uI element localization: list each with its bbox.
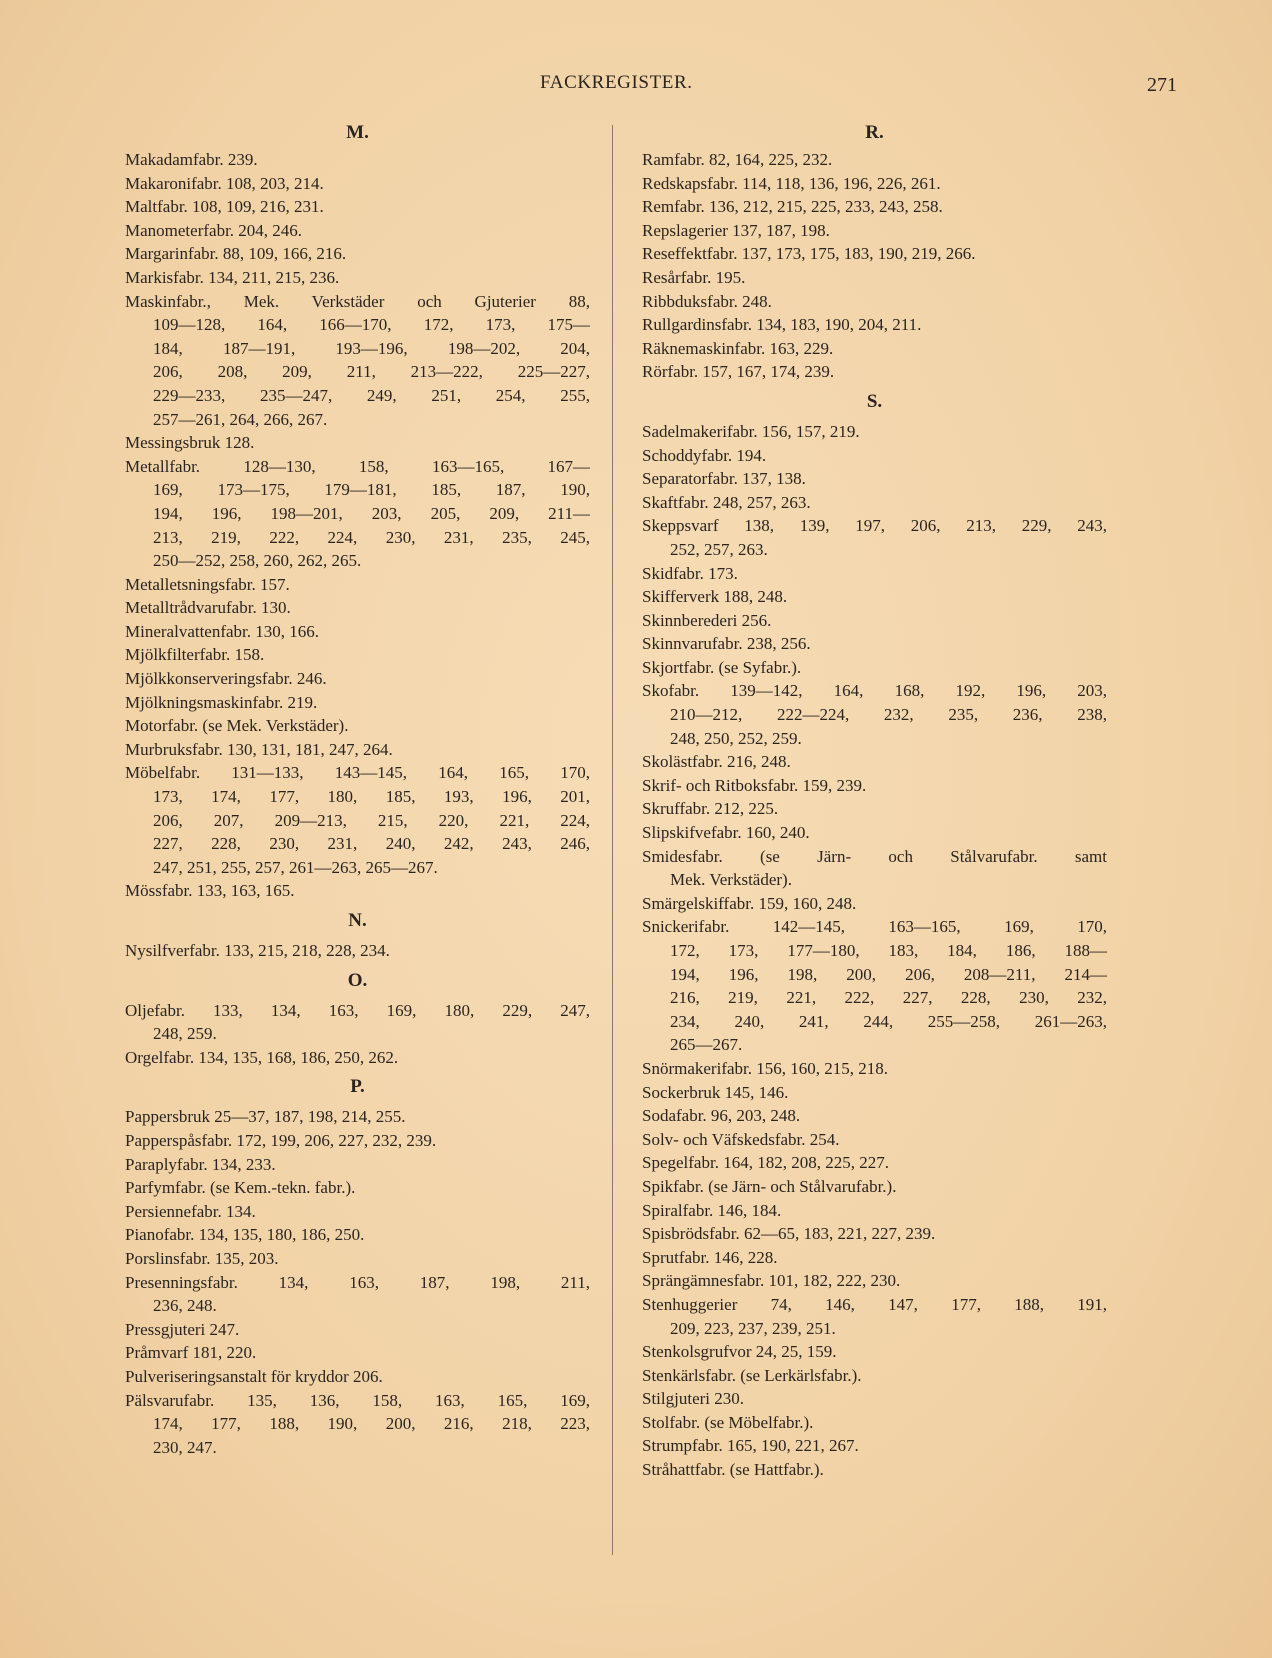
page-header — [0, 72, 1272, 104]
entry-line: Mjölkfilterfabr. 158. — [125, 645, 265, 665]
entry-line: Mössfabr. 133, 163, 165. — [125, 881, 295, 901]
index-entry — [642, 1199, 1107, 1223]
entry-line: Manometerfabr. 204, 246. — [125, 220, 303, 240]
index-entry — [642, 632, 1107, 656]
index-entry — [642, 148, 1107, 172]
index-entry — [642, 290, 1107, 314]
column-divider — [612, 125, 613, 1555]
entry-line: Redskapsfabr. 114, 118, 136, 196, 226, 261. — [642, 173, 941, 193]
entry-line: Smärgelskiffabr. 159, 160, 248. — [642, 893, 857, 913]
entry-line: Orgelfabr. 134, 135, 168, 186, 250, 262. — [125, 1047, 399, 1067]
entry-line: Snörmakerifabr. 156, 160, 215, 218. — [642, 1058, 888, 1078]
index-entry — [642, 750, 1107, 774]
index-entry — [125, 596, 590, 620]
index-entry — [125, 431, 590, 455]
entry-line: Makaronifabr. 108, 203, 214. — [125, 173, 324, 193]
entry-line: Schoddyfabr. 194. — [642, 445, 767, 465]
index-entry — [125, 148, 590, 172]
entry-continuation-line: 109—128, 164, 166—170, 172, 173, 175— — [153, 315, 590, 335]
entry-line: Papperspåsfabr. 172, 199, 206, 227, 232, 239. — [125, 1130, 437, 1150]
entry-line: Resårfabr. 195. — [642, 267, 746, 287]
index-entry — [642, 821, 1107, 845]
entry-continuation-line: 174, 177, 188, 190, 200, 216, 218, 223, — [153, 1414, 590, 1434]
index-entry — [125, 738, 590, 762]
index-entry — [642, 1128, 1107, 1152]
entry-line: Reseffektfabr. 137, 173, 175, 183, 190, 219, 266. — [642, 244, 976, 264]
index-entry — [642, 1458, 1107, 1482]
index-entry — [125, 643, 590, 667]
index-entry — [125, 714, 590, 738]
index-entry — [642, 444, 1107, 468]
entry-line: Möbelfabr. 131—133, 143—145, 164, 165, 170, — [125, 763, 590, 783]
entry-line: Smidesfabr. (se Järn- och Stålvarufabr. samt — [642, 846, 1107, 866]
entry-line: Ribbduksfabr. 248. — [642, 291, 772, 311]
entry-line: Remfabr. 136, 212, 215, 225, 233, 243, 258. — [642, 197, 943, 217]
index-entry — [642, 656, 1107, 680]
index-entry — [642, 1175, 1107, 1199]
entry-line: Motorfabr. (se Mek. Verkstäder). — [125, 716, 349, 736]
index-entry — [642, 219, 1107, 243]
entry-line: Mjölkningsmaskinfabr. 219. — [125, 692, 318, 712]
entry-line: Margarinfabr. 88, 109, 166, 216. — [125, 244, 347, 264]
section-letter: P. — [350, 1076, 365, 1098]
index-entry — [642, 1057, 1107, 1081]
index-entry — [125, 1389, 590, 1460]
entry-continuation-line: 250—252, 258, 260, 262, 265. — [153, 551, 362, 571]
right-column — [642, 118, 1107, 1558]
entry-continuation-line: 206, 208, 209, 211, 213—222, 225—227, — [153, 362, 590, 382]
entry-line: Stilgjuteri 230. — [642, 1389, 744, 1409]
entry-line: Sprängämnesfabr. 101, 182, 222, 230. — [642, 1271, 901, 1291]
entry-line: Pappersbruk 25—37, 187, 198, 214, 255. — [125, 1107, 406, 1127]
entry-line: Pulveriseringsanstalt för kryddor 206. — [125, 1366, 383, 1386]
entry-line: Presenningsfabr. 134, 163, 187, 198, 211, — [125, 1272, 590, 1292]
entry-line: Skofabr. 139—142, 164, 168, 192, 196, 203, — [642, 681, 1107, 701]
index-entry — [125, 1365, 590, 1389]
entry-line: Separatorfabr. 137, 138. — [642, 469, 806, 489]
page-number: 271 — [1147, 74, 1177, 96]
index-entry — [125, 455, 590, 573]
index-entry — [642, 1387, 1107, 1411]
index-entry — [642, 774, 1107, 798]
index-entry — [642, 1081, 1107, 1105]
entry-line: Porslinsfabr. 135, 203. — [125, 1248, 279, 1268]
index-entry — [125, 879, 590, 903]
index-entry — [125, 1341, 590, 1365]
section-letter: R. — [865, 122, 884, 143]
entry-line: Nysilfverfabr. 133, 215, 218, 228, 234. — [125, 941, 390, 960]
entry-line: Sockerbruk 145, 146. — [642, 1082, 789, 1102]
index-entry — [125, 219, 590, 243]
entry-continuation-line: 172, 173, 177—180, 183, 184, 186, 188— — [670, 941, 1107, 960]
entry-continuation-line: 216, 219, 221, 222, 227, 228, 230, 232, — [670, 988, 1107, 1008]
index-entry — [125, 1046, 590, 1070]
index-entry — [642, 915, 1107, 1057]
entry-line: Pråmvarf 181, 220. — [125, 1343, 257, 1363]
entry-continuation-line: 173, 174, 177, 180, 185, 193, 196, 201, — [153, 787, 590, 807]
index-entry — [642, 845, 1107, 892]
index-entry — [642, 467, 1107, 491]
entry-continuation-line: 209, 223, 237, 239, 251. — [670, 1318, 836, 1338]
index-entry — [125, 1271, 590, 1318]
entry-line: Stolfabr. (se Möbelfabr.). — [642, 1412, 814, 1432]
index-entry — [642, 1269, 1107, 1293]
entry-line: Spikfabr. (se Järn- och Stålvarufabr.). — [642, 1176, 897, 1196]
entry-line: Rörfabr. 157, 167, 174, 239. — [642, 362, 835, 382]
entry-line: Skolästfabr. 216, 248. — [642, 752, 791, 772]
entry-line: Skifferverk 188, 248. — [642, 587, 788, 607]
entry-line: Maskinfabr., Mek. Verkstäder och Gjuterier 88, — [125, 291, 590, 311]
index-entry — [125, 1105, 590, 1129]
section-letter: M. — [346, 122, 369, 143]
entry-continuation-line: 252, 257, 263. — [670, 539, 768, 559]
index-entry — [642, 1434, 1107, 1458]
index-entry — [125, 1223, 590, 1247]
index-entry — [125, 667, 590, 691]
entry-line: Maltfabr. 108, 109, 216, 231. — [125, 197, 324, 217]
entry-line: Stråhattfabr. (se Hattfabr.). — [642, 1460, 824, 1480]
entry-line: Pianofabr. 134, 135, 180, 186, 250. — [125, 1225, 365, 1245]
entry-line: Skjortfabr. (se Syfabr.). — [642, 657, 802, 677]
entry-continuation-line: 234, 240, 241, 244, 255—258, 261—263, — [670, 1011, 1107, 1031]
index-entry — [125, 939, 590, 963]
index-entry — [642, 679, 1107, 750]
entry-continuation-line: 248, 259. — [153, 1024, 217, 1044]
entry-line: Makadamfabr. 239. — [125, 150, 258, 169]
index-entry — [642, 1364, 1107, 1388]
entry-line: Spegelfabr. 164, 182, 208, 225, 227. — [642, 1153, 889, 1173]
index-entry — [642, 1340, 1107, 1364]
index-entry — [642, 797, 1107, 821]
entry-line: Sprutfabr. 146, 228. — [642, 1247, 778, 1267]
entry-line: Markisfabr. 134, 211, 215, 236. — [125, 267, 340, 287]
index-entry — [642, 562, 1107, 586]
entry-line: Stenhuggerier 74, 146, 147, 177, 188, 191, — [642, 1294, 1107, 1314]
entry-continuation-line: 184, 187—191, 193—196, 198—202, 204, — [153, 338, 590, 358]
entry-line: Skaftfabr. 248, 257, 263. — [642, 492, 811, 512]
entry-line: Ramfabr. 82, 164, 225, 232. — [642, 150, 833, 169]
entry-line: Spisbrödsfabr. 62—65, 183, 221, 227, 239. — [642, 1224, 936, 1244]
entry-line: Slipskifvefabr. 160, 240. — [642, 823, 810, 843]
entry-line: Skeppsvarf 138, 139, 197, 206, 213, 229, 243, — [642, 516, 1107, 536]
entry-continuation-line: 169, 173—175, 179—181, 185, 187, 190, — [153, 480, 590, 500]
index-entry — [642, 242, 1107, 266]
entry-line: Stenkärlsfabr. (se Lerkärlsfabr.). — [642, 1365, 862, 1385]
index-entry — [642, 172, 1107, 196]
index-entry — [125, 573, 590, 597]
entry-line: Skruffabr. 212, 225. — [642, 799, 779, 819]
entry-line: Sadelmakerifabr. 156, 157, 219. — [642, 421, 860, 441]
entry-line: Rullgardinsfabr. 134, 183, 190, 204, 211. — [642, 315, 922, 335]
entry-continuation-line: 227, 228, 230, 231, 240, 242, 243, 246, — [153, 834, 590, 854]
section-letter: N. — [348, 910, 367, 931]
entry-line: Snickerifabr. 142—145, 163—165, 169, 170, — [642, 917, 1107, 937]
entry-line: Skinnvarufabr. 238, 256. — [642, 634, 811, 654]
index-entry — [125, 195, 590, 219]
index-entry — [642, 514, 1107, 561]
running-head: FACKREGISTER. — [540, 72, 693, 93]
entry-line: Repslagerier 137, 187, 198. — [642, 220, 830, 240]
section-letter: O. — [347, 969, 368, 991]
index-entry — [642, 420, 1107, 444]
index-entry — [125, 290, 590, 432]
entry-continuation-line: 194, 196, 198—201, 203, 205, 209, 211— — [153, 503, 590, 523]
index-entry — [125, 999, 590, 1046]
entry-line: Parfymfabr. (se Kem.-tekn. fabr.). — [125, 1178, 356, 1198]
index-entry — [125, 1176, 590, 1200]
entry-line: Räknemaskinfabr. 163, 229. — [642, 338, 834, 358]
index-entry — [642, 266, 1107, 290]
entry-line: Strumpfabr. 165, 190, 221, 267. — [642, 1436, 859, 1456]
entry-line: Pressgjuteri 247. — [125, 1319, 240, 1339]
index-entry — [125, 1200, 590, 1224]
entry-line: Murbruksfabr. 130, 131, 181, 247, 264. — [125, 739, 393, 759]
index-entry — [642, 1293, 1107, 1340]
entry-continuation-line: 210—212, 222—224, 232, 235, 236, 238, — [670, 705, 1107, 725]
entry-line: Solv- och Väfskedsfabr. 254. — [642, 1129, 840, 1149]
index-entry — [125, 1318, 590, 1342]
index-entry — [642, 609, 1107, 633]
index-entry — [642, 585, 1107, 609]
index-entry — [125, 620, 590, 644]
entry-line: Mjölkkonserveringsfabr. 246. — [125, 669, 327, 689]
index-entry — [642, 360, 1107, 384]
entry-line: Mineralvattenfabr. 130, 166. — [125, 621, 320, 641]
index-entry — [125, 242, 590, 266]
entry-continuation-line: 194, 196, 198, 200, 206, 208—211, 214— — [670, 964, 1107, 984]
index-entry — [125, 1129, 590, 1153]
entry-line: Skinnberederi 256. — [642, 610, 772, 630]
index-entry — [125, 761, 590, 879]
index-entry — [125, 691, 590, 715]
entry-continuation-line: 213, 219, 222, 224, 230, 231, 235, 245, — [153, 527, 590, 547]
index-entry — [125, 172, 590, 196]
index-entry — [642, 1246, 1107, 1270]
entry-continuation-line: Mek. Verkstäder). — [670, 870, 792, 890]
index-entry — [642, 892, 1107, 916]
entry-line: Metalletsningsfabr. 157. — [125, 574, 290, 594]
index-entry — [642, 1104, 1107, 1128]
entry-line: Persiennefabr. 134. — [125, 1201, 256, 1221]
entry-line: Skidfabr. 173. — [642, 563, 738, 583]
entry-line: Messingsbruk 128. — [125, 433, 255, 453]
entry-continuation-line: 257—261, 264, 266, 267. — [153, 409, 328, 429]
entry-continuation-line: 206, 207, 209—213, 215, 220, 221, 224, — [153, 810, 590, 830]
entry-line: Stenkolsgrufvor 24, 25, 159. — [642, 1342, 837, 1362]
index-entry — [642, 1151, 1107, 1175]
entry-line: Oljefabr. 133, 134, 163, 169, 180, 229, 247, — [125, 1000, 590, 1020]
entry-line: Pälsvarufabr. 135, 136, 158, 163, 165, 169, — [125, 1390, 590, 1410]
entry-continuation-line: 248, 250, 252, 259. — [670, 728, 802, 748]
index-entry — [642, 195, 1107, 219]
entry-line: Metalltrådvarufabr. 130. — [125, 598, 291, 618]
index-entry — [125, 266, 590, 290]
index-entry — [125, 1153, 590, 1177]
entry-continuation-line: 265—267. — [670, 1035, 743, 1055]
entry-line: Metallfabr. 128—130, 158, 163—165, 167— — [125, 456, 590, 476]
entry-continuation-line: 236, 248. — [153, 1296, 217, 1316]
entry-line: Sodafabr. 96, 203, 248. — [642, 1106, 801, 1126]
entry-line: Skrif- och Ritboksfabr. 159, 239. — [642, 775, 867, 795]
index-entry — [642, 1222, 1107, 1246]
entry-line: Paraplyfabr. 134, 233. — [125, 1154, 276, 1174]
section-letter: S. — [866, 390, 883, 412]
left-column — [125, 118, 590, 1558]
index-entry — [642, 337, 1107, 361]
entry-line: Spiralfabr. 146, 184. — [642, 1200, 782, 1220]
index-entry — [125, 1247, 590, 1271]
index-entry — [642, 491, 1107, 515]
entry-continuation-line: 247, 251, 255, 257, 261—263, 265—267. — [153, 857, 438, 877]
entry-continuation-line: 229—233, 235—247, 249, 251, 254, 255, — [153, 385, 590, 405]
index-entry — [642, 1411, 1107, 1435]
index-entry — [642, 313, 1107, 337]
entry-continuation-line: 230, 247. — [153, 1437, 217, 1457]
